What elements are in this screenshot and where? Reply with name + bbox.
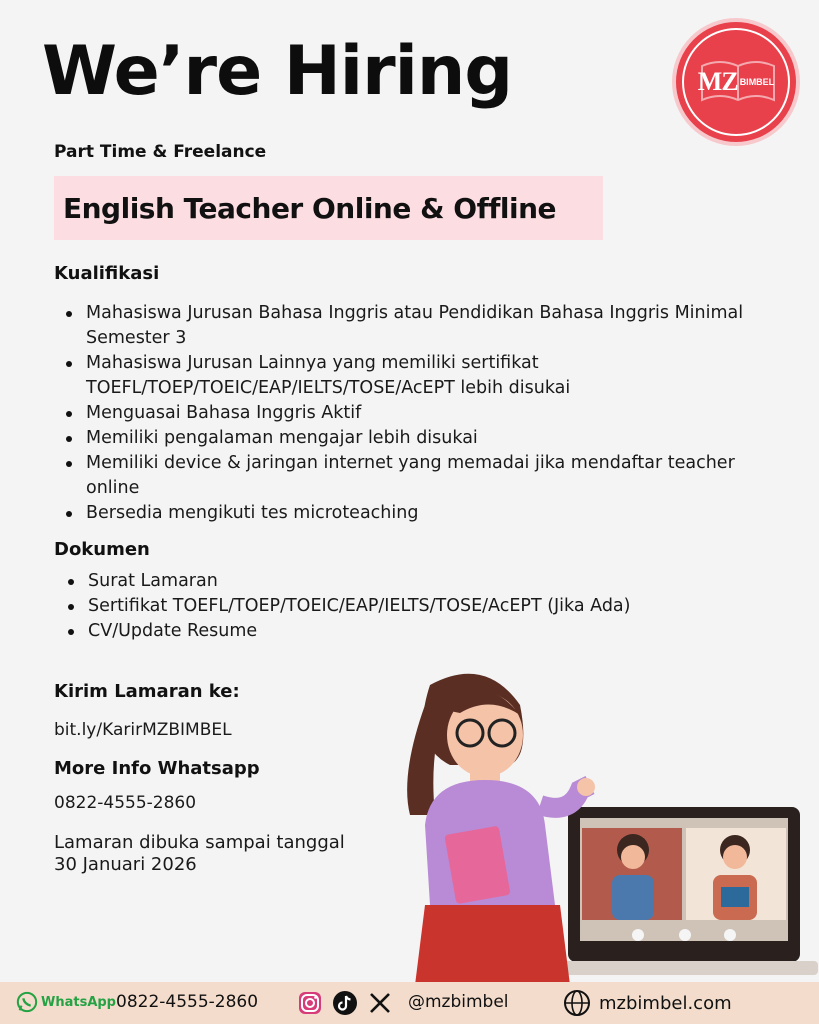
footer-handle: @mzbimbel (408, 992, 509, 1012)
footer-website[interactable] (563, 989, 732, 1017)
employment-type: Part Time & Freelance (54, 142, 267, 162)
list-item: Sertifikat TOEFL/TOEP/TOEIC/EAP/IELTS/TOSE/AcEPT (Jika Ada) (56, 594, 756, 619)
x-icon[interactable] (367, 990, 393, 1016)
footer-phone: 0822-4555-2860 (116, 992, 259, 1012)
laptop-icon (550, 807, 818, 975)
role-banner (54, 176, 603, 240)
footer-whatsapp[interactable] (16, 991, 116, 1013)
list-item: Mahasiswa Jurusan Lainnya yang memiliki sertifikat TOEFL/TOEP/TOEIC/EAP/IELTS/TOSE/AcEPT lebih disukai (54, 351, 754, 401)
footer-social (297, 990, 393, 1016)
logo-mark: MZ (697, 67, 738, 96)
globe-icon (563, 989, 591, 1017)
instagram-icon[interactable] (297, 990, 323, 1016)
list-item: Bersedia mengikuti tes microteaching (54, 501, 754, 526)
whatsapp-icon (16, 991, 38, 1013)
teacher-figure (407, 674, 595, 985)
kualifikasi-title: Kualifikasi (54, 263, 160, 284)
whatsapp-phone: 0822-4555-2860 (54, 793, 197, 813)
apply-title: Kirim Lamaran ke: (54, 681, 240, 702)
kualifikasi-list (54, 301, 754, 526)
logo-text: BIMBEL (739, 77, 775, 87)
teacher-illustration (390, 665, 819, 985)
list-item: Menguasai Bahasa Inggris Aktif (54, 401, 754, 426)
brand-logo (672, 18, 800, 146)
whatsapp-info-title: More Info Whatsapp (54, 758, 260, 779)
role-title: English Teacher Online & Offline (63, 191, 557, 225)
list-item: Mahasiswa Jurusan Bahasa Inggris atau Pendidikan Bahasa Inggris Minimal Semester 3 (54, 301, 754, 351)
tiktok-icon[interactable] (332, 990, 358, 1016)
footer-bar (0, 982, 819, 1024)
headline: We’re Hiring (42, 32, 513, 111)
list-item: Memiliki device & jaringan internet yang memadai jika mendaftar teacher online (54, 451, 754, 501)
list-item: Memiliki pengalaman mengajar lebih disukai (54, 426, 754, 451)
list-item: Surat Lamaran (56, 569, 756, 594)
deadline-text: Lamaran dibuka sampai tanggal 30 Januari 2026 (54, 832, 345, 875)
whatsapp-label: WhatsApp (41, 994, 116, 1010)
apply-link[interactable]: bit.ly/KarirMZBIMBEL (54, 720, 232, 740)
dokumen-title: Dokumen (54, 539, 150, 560)
list-item: CV/Update Resume (56, 619, 756, 644)
dokumen-list (56, 569, 756, 644)
website-text: mzbimbel.com (599, 992, 732, 1014)
